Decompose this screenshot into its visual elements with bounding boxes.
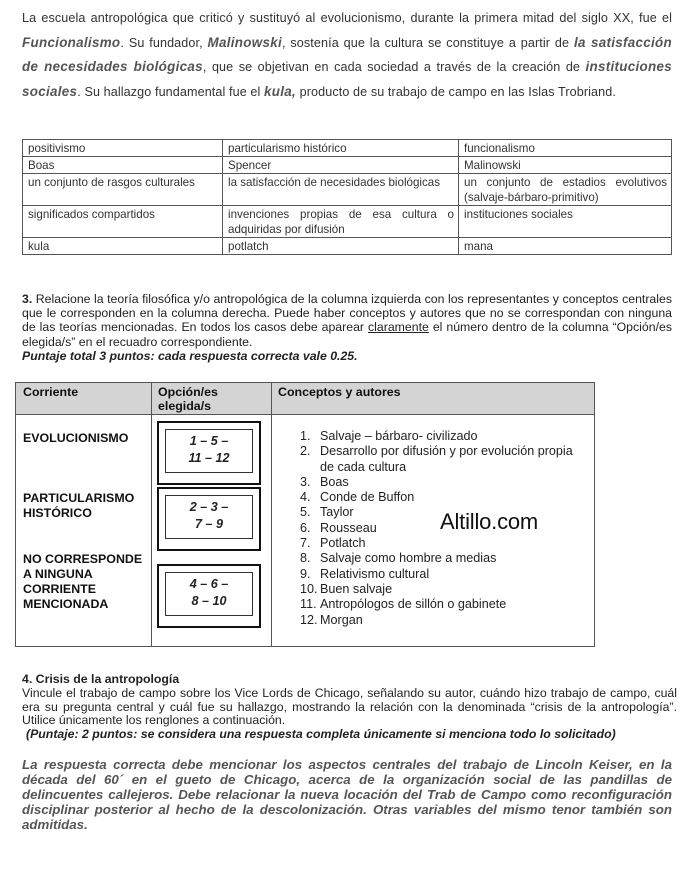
answer-box-no-corresponde[interactable] xyxy=(157,564,261,628)
header-opcion: Opción/es elegida/s xyxy=(158,385,218,413)
list-item xyxy=(288,536,588,551)
table-row xyxy=(23,206,672,238)
intro-bold-funcionalismo: Funcionalismo xyxy=(22,34,121,50)
answer-box-evolucionismo[interactable] xyxy=(157,421,261,485)
intro-text: . Su hallazgo fundamental fue el xyxy=(77,84,264,99)
list-item xyxy=(288,490,588,505)
question-number: 3. xyxy=(22,292,33,306)
item-number: 4. xyxy=(300,490,311,505)
question-3 xyxy=(22,292,672,363)
item-text: Salvaje como hombre a medias xyxy=(320,551,497,566)
list-item xyxy=(288,521,588,536)
table-cell: kula xyxy=(23,238,223,255)
question-title xyxy=(22,673,677,687)
question-title-text: Crisis de la antropología xyxy=(32,672,180,686)
answer-value xyxy=(165,429,253,473)
table-row xyxy=(23,140,672,157)
answer-text: La respuesta correcta debe mencionar los aspectos centrales del trabajo de Lincoln Keiser, en la década del 60´ en el gueto de Chicago, acerca de la organización social de las pandillas de delincuentes callejeros. Debe relacionar la nueva locación del Trab de Campo como reconfiguración disciplinar posterior al hecho de la descolonización. Otras variables del mismo tenor también son admitidas. xyxy=(22,757,672,833)
item-number: 1. xyxy=(300,429,311,443)
item-number: 11. xyxy=(300,597,317,612)
list-item xyxy=(288,505,588,520)
item-text: Taylor xyxy=(320,505,354,520)
list-item xyxy=(288,551,588,566)
table-row xyxy=(23,238,672,255)
intro-paragraph xyxy=(22,6,672,104)
answer-line: 11 – 12 xyxy=(188,451,230,465)
intro-bold-malinowski: Malinowski xyxy=(207,34,282,50)
question-4 xyxy=(22,673,677,742)
answer-line: 1 – 5 – xyxy=(189,434,229,448)
answer-value xyxy=(165,572,253,616)
item-number: 9. xyxy=(300,566,311,581)
list-item xyxy=(288,475,588,490)
intro-text: producto de su trabajo de campo en las Islas Trobriand. xyxy=(296,84,616,99)
table-cell: significados compartidos xyxy=(23,206,223,238)
answer-box-particularismo[interactable] xyxy=(157,487,261,551)
question-number: 4. xyxy=(22,672,33,686)
item-text: Buen salvaje xyxy=(320,581,393,596)
intro-text: . Su fundador, xyxy=(120,35,208,50)
question-text: el número dentro de la columna “Opción/es elegida/s” en el recuadro correspondiente. xyxy=(22,320,672,349)
intro-bold-kula: kula, xyxy=(264,83,297,99)
item-number: 12. xyxy=(300,612,318,627)
item-number: 8. xyxy=(300,551,311,566)
table-cell: particularismo histórico xyxy=(223,140,459,157)
header-corriente: Corriente xyxy=(23,385,79,399)
table-cell: mana xyxy=(459,238,672,255)
column-divider xyxy=(271,383,272,646)
item-text: Morgan xyxy=(320,612,363,627)
question-text: Vincule el trabajo de campo sobre los Vice Lords de Chicago, señalando su autor, cuándo hizo trabajo de campo, cuál era su pregunta central y cuál fue su hallazgo, mostrando la relación con la denominada “crisis de la antropología”. Utilice únicamente los renglones a continuación. xyxy=(22,685,677,728)
table-cell: la satisfacción de necesidades biológicas xyxy=(223,174,459,206)
underlined-word: claramente xyxy=(368,320,429,335)
table-row xyxy=(23,174,672,206)
intro-text: La escuela antropológica que criticó y sustituyó al evolucionismo, durante la primera mitad del siglo XX, fue el xyxy=(22,11,672,25)
item-number: 5. xyxy=(300,505,311,520)
question-points: Puntaje total 3 puntos: cada respuesta correcta vale 0.25. xyxy=(22,348,358,363)
item-text: Potlatch xyxy=(320,536,366,551)
table-cell: Spencer xyxy=(223,157,459,174)
corriente-no-corresponde: NO CORRESPONDE A NINGUNA CORRIENTE MENCIONADA xyxy=(23,552,143,611)
table-row xyxy=(23,157,672,174)
answer-value xyxy=(165,495,253,539)
answer-line: 7 – 9 xyxy=(194,517,223,531)
item-number: 6. xyxy=(300,520,311,535)
table-cell: invenciones propias de esa cultura o adquiridas por difusión xyxy=(223,206,459,238)
list-item xyxy=(288,582,588,597)
table-cell: un conjunto de estadios evolutivos (salvaje-bárbaro-primitivo) xyxy=(459,174,672,206)
item-text: Conde de Buffon xyxy=(320,490,415,505)
list-item xyxy=(288,567,588,582)
item-text: Relativismo cultural xyxy=(320,566,430,581)
intro-bold-instituciones: instituciones sociales xyxy=(22,59,672,99)
corriente-particularismo: PARTICULARISMO HISTÓRICO xyxy=(23,491,135,520)
table-cell: potlatch xyxy=(223,238,459,255)
column-divider xyxy=(151,383,152,646)
intro-text: , que se objetivan en cada sociedad a través de la creación de xyxy=(202,60,586,74)
item-text: Boas xyxy=(320,474,349,489)
item-text: Antropólogos de sillón o gabinete xyxy=(320,597,507,612)
answer-line: 8 – 10 xyxy=(191,594,227,608)
table-cell: funcionalismo xyxy=(459,140,672,157)
table-cell: instituciones sociales xyxy=(459,206,672,238)
item-text: Desarrollo por difusión y por evolución propia de cada cultura xyxy=(320,444,573,474)
item-number: 10. xyxy=(300,581,318,596)
table-cell: un conjunto de rasgos culturales xyxy=(23,174,223,206)
question-points: (Puntaje: 2 puntos: se considera una respuesta completa únicamente si menciona todo lo solicitado) xyxy=(26,727,616,742)
table-cell: Malinowski xyxy=(459,157,672,174)
corriente-evolucionismo: EVOLUCIONISMO xyxy=(23,431,129,445)
concept-table xyxy=(22,139,672,255)
intro-bold-necesidades: la satisfacción de necesidades biológicas xyxy=(22,34,672,74)
list-item xyxy=(288,429,588,444)
item-text: Salvaje – bárbaro- civilizado xyxy=(320,429,478,443)
item-number: 2. xyxy=(300,444,311,459)
list-item xyxy=(288,444,588,475)
answer-line: 2 – 3 – xyxy=(189,500,229,514)
list-item xyxy=(288,597,588,612)
intro-text: , sostenía que la cultura se constituye a partir de xyxy=(281,35,574,50)
table-cell: Boas xyxy=(23,157,223,174)
list-item xyxy=(288,613,588,628)
table-cell: positivismo xyxy=(23,140,223,157)
concepts-list xyxy=(288,429,588,628)
question-text: Relacione la teoría filosófica y/o antropológica de la columna izquierda con los representantes y conceptos centrales que le corresponden en la columna derecha. Puede haber conceptos y autores que no se correspondan con ninguna de las teorías mencionadas. En todos los casos debe aparear xyxy=(22,292,672,335)
header-conceptos: Conceptos y autores xyxy=(278,385,401,399)
watermark-text: Altillo.com xyxy=(440,509,539,534)
item-number: 3. xyxy=(300,474,311,489)
item-number: 7. xyxy=(300,536,311,551)
item-text: Rousseau xyxy=(320,520,377,535)
answer-line: 4 – 6 – xyxy=(189,577,229,591)
